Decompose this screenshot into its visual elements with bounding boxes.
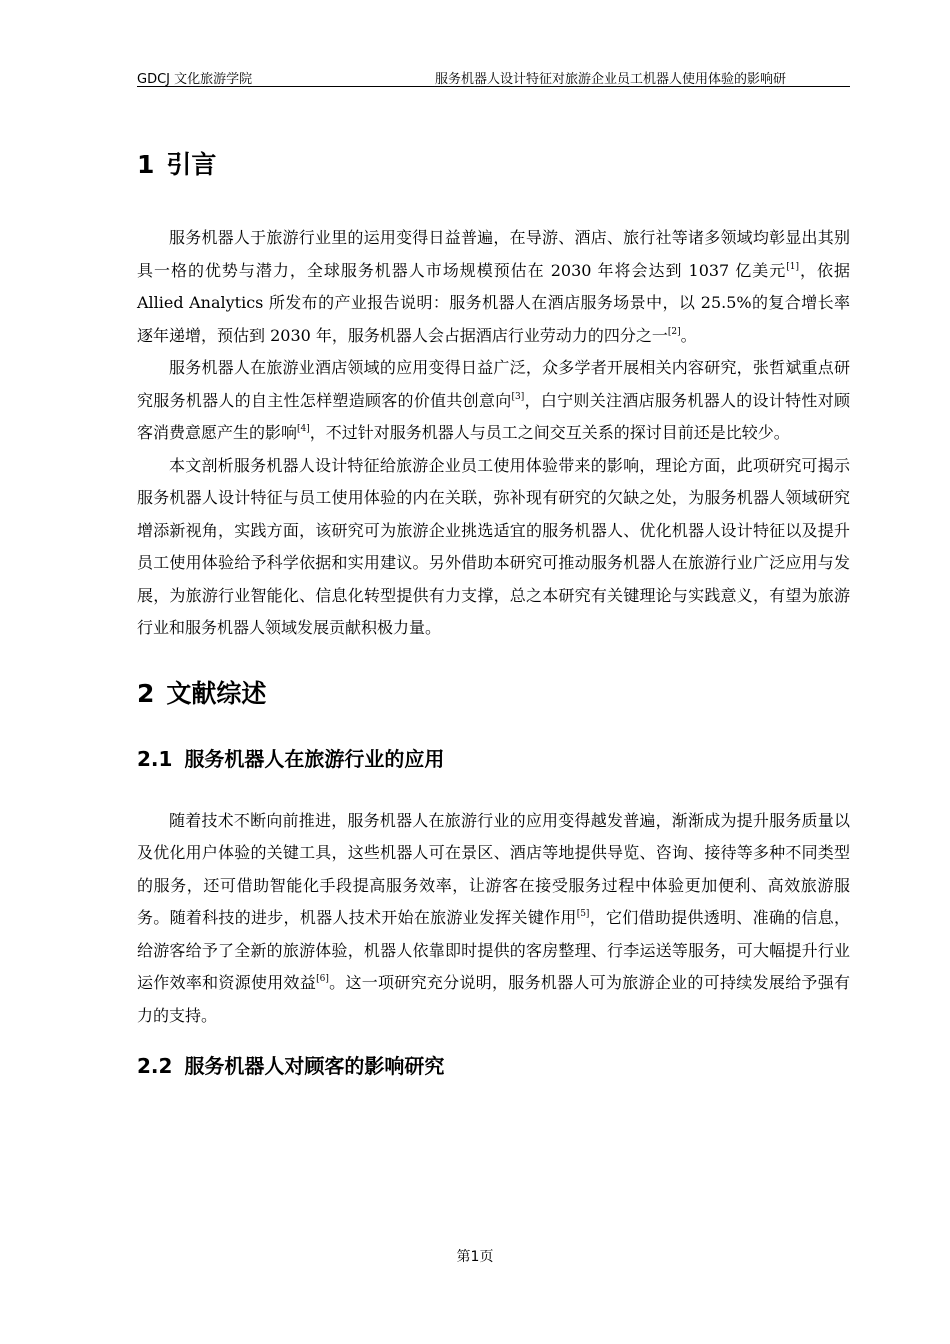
citation-ref: [3] xyxy=(511,391,525,402)
subsection-2-1-paragraph: 随着技术不断向前推进，服务机器人在旅游行业的应用变得越发普遍，渐渐成为提升服务质量以及优化用户体验的关键工具，这些机器人可在景区、酒店等地提供导览、咨询、接待等多种不同类型的服务，还可借助智能化手段提高服务效率，让游客在接受服务过程中体验更加便利、高效旅游服务。随着科技的进步，机器人技术开始在旅游业发挥关键作用[5]，它们借助提供透明、准确的信息，给游客给予了全新的旅游体验，机器人依靠即时提供的客房整理、行李运送等服务，可大幅提升行业运作效率和资源使用效益[6]。这一项研究充分说明，服务机器人可为旅游企业的可持续发展给予强有力的支持。 xyxy=(137,810,850,1025)
citation-ref: [4] xyxy=(297,424,310,434)
intro-paragraph-1: 服务机器人于旅游行业里的运用变得日益普遍，在导游、酒店、旅行社等诸多领域均彰显出其别具一格的优势与潜力，全球服务机器人市场规模预估在 2030 年将会达到 1037 亿美元[1]，依据 Allied Analytics 所发布的产业报告说明：服务机器人在酒店服务场景中，以 25.5%的复合增长率逐年递增，预估到 2030 年，服务机器人会占据酒店行业劳动力的四分之一[2]。 xyxy=(137,228,850,345)
header-paper-title: 服务机器人设计特征对旅游企业员工机器人使用体验的影响研 xyxy=(434,72,786,87)
section-number: 1 xyxy=(137,150,155,179)
citation-ref: [1] xyxy=(786,261,800,272)
subsection-heading-2-2 xyxy=(137,1054,850,1078)
subsection-heading-2-1 xyxy=(137,747,850,771)
section-heading-literature-review xyxy=(137,679,850,709)
subsection-number: 2.1 xyxy=(137,746,173,771)
page-header xyxy=(137,66,850,87)
page-body xyxy=(137,130,850,1078)
citation-ref: [6] xyxy=(316,974,329,984)
section-heading-introduction xyxy=(137,150,850,180)
header-institution: GDCJ 文化旅游学院 xyxy=(137,72,253,87)
section-title: 引言 xyxy=(166,150,217,179)
citation-ref: [2] xyxy=(667,326,681,337)
subsection-number: 2.2 xyxy=(137,1054,173,1078)
subsection-title: 服务机器人在旅游行业的应用 xyxy=(184,746,445,771)
subsection-title: 服务机器人对顾客的影响研究 xyxy=(184,1054,445,1078)
section-title: 文献综述 xyxy=(166,678,267,708)
page-number: 第1页 xyxy=(456,1249,494,1265)
intro-paragraph-2: 服务机器人在旅游业酒店领域的应用变得日益广泛，众多学者开展相关内容研究，张哲斌重点研究服务机器人的自主性怎样塑造顾客的价值共创意向[3]，白宁则关注酒店服务机器人的设计特性对顾客消费意愿产生的影响[4]，不过针对服务机器人与员工之间交互关系的探讨目前还是比较少。 xyxy=(137,358,850,442)
intro-paragraph-3: 本文剖析服务机器人设计特征给旅游企业员工使用体验带来的影响，理论方面，此项研究可揭示服务机器人设计特征与员工使用体验的内在关联，弥补现有研究的欠缺之处，为服务机器人领域研究增添新视角，实践方面，该研究可为旅游企业挑选适宜的服务机器人、优化机器人设计特征以及提升员工使用体验给予科学依据和实用建议。另外借助本研究可推动服务机器人在旅游行业广泛应用与发展，为旅游行业智能化、信息化转型提供有力支撑，总之本研究有关键理论与实践意义，有望为旅游行业和服务机器人领域发展贡献积极力量。 xyxy=(137,455,850,637)
citation-ref: [5] xyxy=(576,909,590,919)
section-number: 2 xyxy=(137,678,155,708)
